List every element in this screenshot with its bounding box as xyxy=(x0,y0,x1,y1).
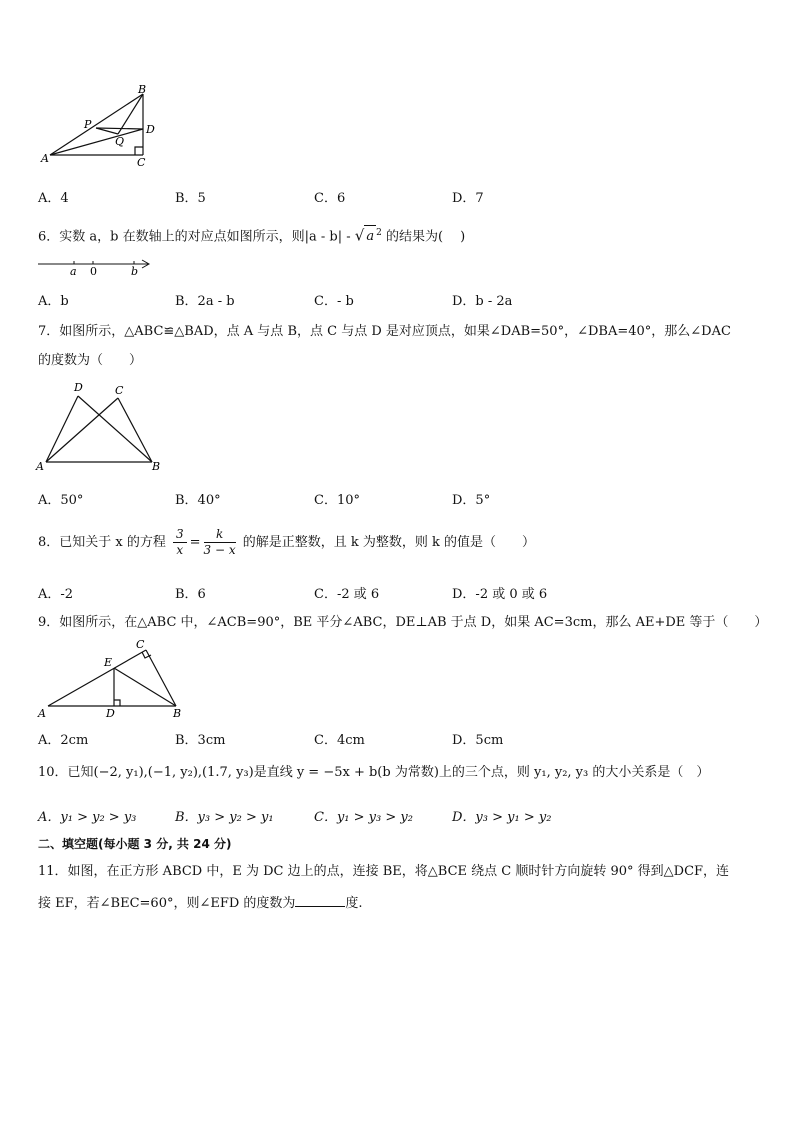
q7-option-c[interactable]: C．10° xyxy=(314,493,360,508)
q10-option-a[interactable]: A．y₁ > y₂ > y₃ xyxy=(38,810,137,825)
q11-stem-line2 xyxy=(38,893,363,915)
q8-frac2-num: k xyxy=(204,527,236,543)
q6-option-b[interactable]: B．2a - b xyxy=(175,294,235,309)
q5-figure xyxy=(38,82,168,172)
axis-label-a: a xyxy=(70,265,77,278)
fig9-label-a: A xyxy=(38,707,46,720)
fig9-label-b: B xyxy=(173,707,182,720)
q7-option-b[interactable]: B．40° xyxy=(175,493,221,508)
fig9-label-e: E xyxy=(104,656,113,669)
q6-suffix: 的结果为( ) xyxy=(381,229,466,245)
q7-stem-line1: 7．如图所示，△ABC≌△BAD，点 A 与点 B，点 C 与点 D 是对应顶点，如果∠DAB=50°，∠DBA=40°，那么∠DAC xyxy=(38,324,731,339)
q5-option-c[interactable]: C．6 xyxy=(314,191,346,206)
q7-option-a[interactable]: A．50° xyxy=(38,493,84,508)
fig7-label-c: C xyxy=(115,384,124,397)
q6-sqrt-base: a xyxy=(364,225,376,248)
sqrt-sign: √ xyxy=(354,226,365,245)
q11-line2-prefix: 接 EF，若∠BEC=60°，则∠EFD 的度数为 xyxy=(38,896,296,911)
fig7-label-d: D xyxy=(74,381,83,394)
q7-figure xyxy=(34,378,169,474)
q8-equals: = xyxy=(189,535,201,550)
q11-line2-suffix: 度. xyxy=(345,896,363,911)
q8-option-d[interactable]: D．-2 或 0 或 6 xyxy=(452,587,548,602)
q8-frac1-num: 3 xyxy=(173,527,187,543)
fig5-label-p: P xyxy=(84,118,92,131)
q6-stem xyxy=(38,222,465,248)
q8-option-b[interactable]: B．6 xyxy=(175,587,206,602)
q5-option-b[interactable]: B．5 xyxy=(175,191,206,206)
section-2-title: 二、填空题(每小题 3 分, 共 24 分) xyxy=(38,837,232,851)
q9-option-a[interactable]: A．2cm xyxy=(38,733,89,748)
q6-option-d[interactable]: D．b - 2a xyxy=(452,294,513,309)
fig7-label-a: A xyxy=(36,460,44,473)
q7-stem-line2: 的度数为（ ） xyxy=(38,353,143,368)
q8-stem xyxy=(38,525,535,561)
axis-label-b: b xyxy=(131,265,139,278)
q8-prefix: 8．已知关于 x 的方程 xyxy=(38,535,170,550)
q9-option-b[interactable]: B．3cm xyxy=(175,733,226,748)
q8-option-c[interactable]: C．-2 或 6 xyxy=(314,587,380,602)
q9-option-d[interactable]: D．5cm xyxy=(452,733,504,748)
axis-label-zero: 0 xyxy=(90,265,97,278)
fig5-label-a: A xyxy=(41,152,49,165)
fig5-label-d: D xyxy=(146,123,155,136)
q10-option-c[interactable]: C．y₁ > y₃ > y₂ xyxy=(314,810,413,825)
q10-option-b[interactable]: B．y₃ > y₂ > y₁ xyxy=(175,810,274,825)
q5-option-a[interactable]: A．4 xyxy=(38,191,69,206)
q6-number-line xyxy=(36,254,156,278)
q8-suffix: 的解是正整数，且 k 为整数，则 k 的值是（ ） xyxy=(238,535,536,550)
fig5-label-c: C xyxy=(137,156,146,169)
fig9-label-c: C xyxy=(136,638,145,651)
q9-option-c[interactable]: C．4cm xyxy=(314,733,365,748)
q6-sqrt-exp: 2 xyxy=(376,228,382,238)
q8-fraction-1 xyxy=(173,527,187,558)
q8-option-a[interactable]: A．-2 xyxy=(38,587,74,602)
q8-frac2-den: 3 − x xyxy=(203,543,236,557)
q5-option-d[interactable]: D．7 xyxy=(452,191,484,206)
fig9-label-d: D xyxy=(106,707,115,720)
q9-stem: 9．如图所示，在△ABC 中，∠ACB=90°，BE 平分∠ABC，DE⊥AB 于点 D，如果 AC=3cm，那么 AE+DE 等于（ ） xyxy=(38,615,768,630)
q7-option-d[interactable]: D．5° xyxy=(452,493,491,508)
q8-fraction-2 xyxy=(204,527,236,558)
fig5-label-b: B xyxy=(138,83,147,96)
fig5-label-q: Q xyxy=(115,135,125,148)
q6-prefix: 6．实数 a，b 在数轴上的对应点如图所示，则|a - b| - xyxy=(38,229,355,245)
q10-stem: 10．已知(−2, y₁),(−1, y₂),(1.7, y₃)是直线 y = −5x + b(b 为常数)上的三个点，则 y₁, y₂, y₃ 的大小关系是（ ） xyxy=(38,765,710,780)
q10-option-d[interactable]: D．y₃ > y₁ > y₂ xyxy=(452,810,552,825)
q6-option-a[interactable]: A．b xyxy=(38,294,69,309)
q9-figure xyxy=(34,636,184,722)
q6-option-c[interactable]: C．- b xyxy=(314,294,354,309)
fig7-label-b: B xyxy=(152,460,161,473)
q11-stem-line1: 11．如图，在正方形 ABCD 中，E 为 DC 边上的点，连接 BE，将△BCE 绕点 C 顺时针方向旋转 90° 得到△DCF，连 xyxy=(38,864,730,879)
q8-frac1-den: x xyxy=(176,543,184,557)
answer-blank[interactable] xyxy=(295,894,345,907)
